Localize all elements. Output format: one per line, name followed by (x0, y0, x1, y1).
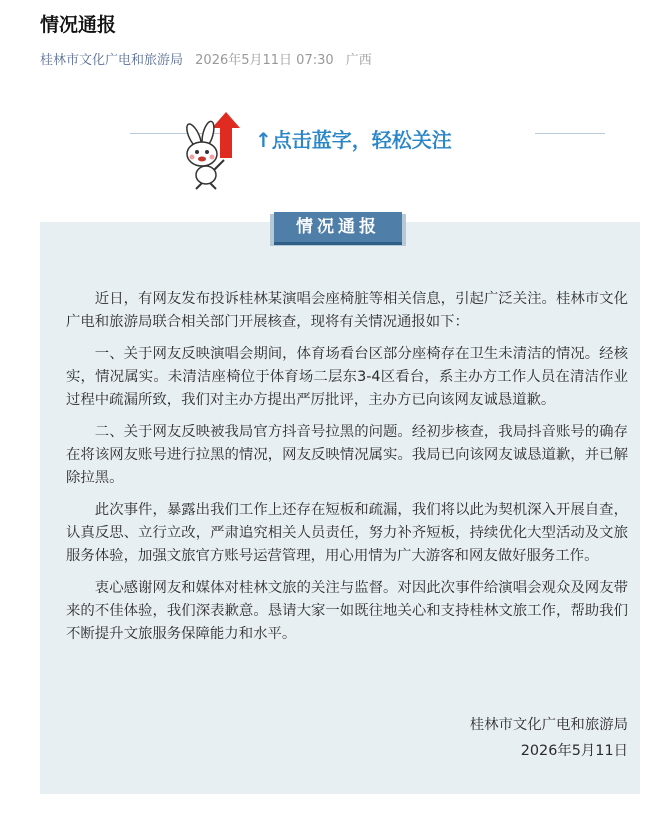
paragraph: 一、关于网友反映演唱会期间，体育场看台区部分座椅存在卫生未清洁的情况。经核实，情况属实。未清洁座椅位于体育场二层东3-4区看台，系主办方工作人员在清洁作业过程中疏漏所致，我们对主办方提出严厉批评，主办方已向该网友诚恳道歉。 (66, 346, 628, 408)
section-label (270, 212, 406, 244)
paragraph: 二、关于网友反映被我局官方抖音号拉黑的问题。经初步核查，我局抖音账号的确存在将该网友账号进行拉黑的情况，网友反映情况属实。我局已向该网友诚恳道歉，并已解除拉黑。 (66, 424, 628, 486)
article-body-panel (40, 217, 640, 794)
signature-date: 2026年5月11日 (520, 743, 628, 759)
paragraph: 衷心感谢网友和媒体对桂林文旅的关注与监督。对因此次事件给演唱会观众及网友带来的不佳体验，我们深表歉意。恳请大家一如既往地关心和支持桂林文旅工作，帮助我们不断提升文旅服务保障能力和水平。 (66, 580, 628, 642)
follow-banner[interactable] (130, 110, 600, 190)
paragraph: 此次事件，暴露出我们工作上还存在短板和疏漏，我们将以此为契机深入开展自查，认真反思、立行立改，严肃追究相关人员责任，努力补齐短板，持续优化大型活动及文旅服务体验，加强文旅官方账号运营管理，用心用情为广大游客和网友做好服务工作。 (66, 502, 628, 564)
publish-datetime: 2026年5月11日 07:30 (195, 53, 334, 68)
paragraph: 近日，有网友发布投诉桂林某演唱会座椅脏等相关信息，引起广泛关注。桂林市文化广电和旅游局联合相关部门开展核查，现将有关情况通报如下： (66, 291, 628, 330)
section-label-text: 情况通报 (274, 212, 402, 245)
banner-divider-right (535, 133, 605, 134)
signature-org: 桂林市文化广电和旅游局 (469, 717, 628, 733)
signature-block (470, 712, 628, 764)
article-meta (40, 49, 380, 68)
rabbit-mascot-icon (180, 110, 250, 190)
follow-prompt-text[interactable]: ↑点击蓝字，轻松关注 (255, 128, 452, 152)
article-title: 情况通报 (40, 14, 117, 36)
source-account-link[interactable]: 桂林市文化广电和旅游局 (40, 53, 184, 68)
article-text (66, 288, 628, 655)
publish-region: 广西 (345, 53, 372, 68)
